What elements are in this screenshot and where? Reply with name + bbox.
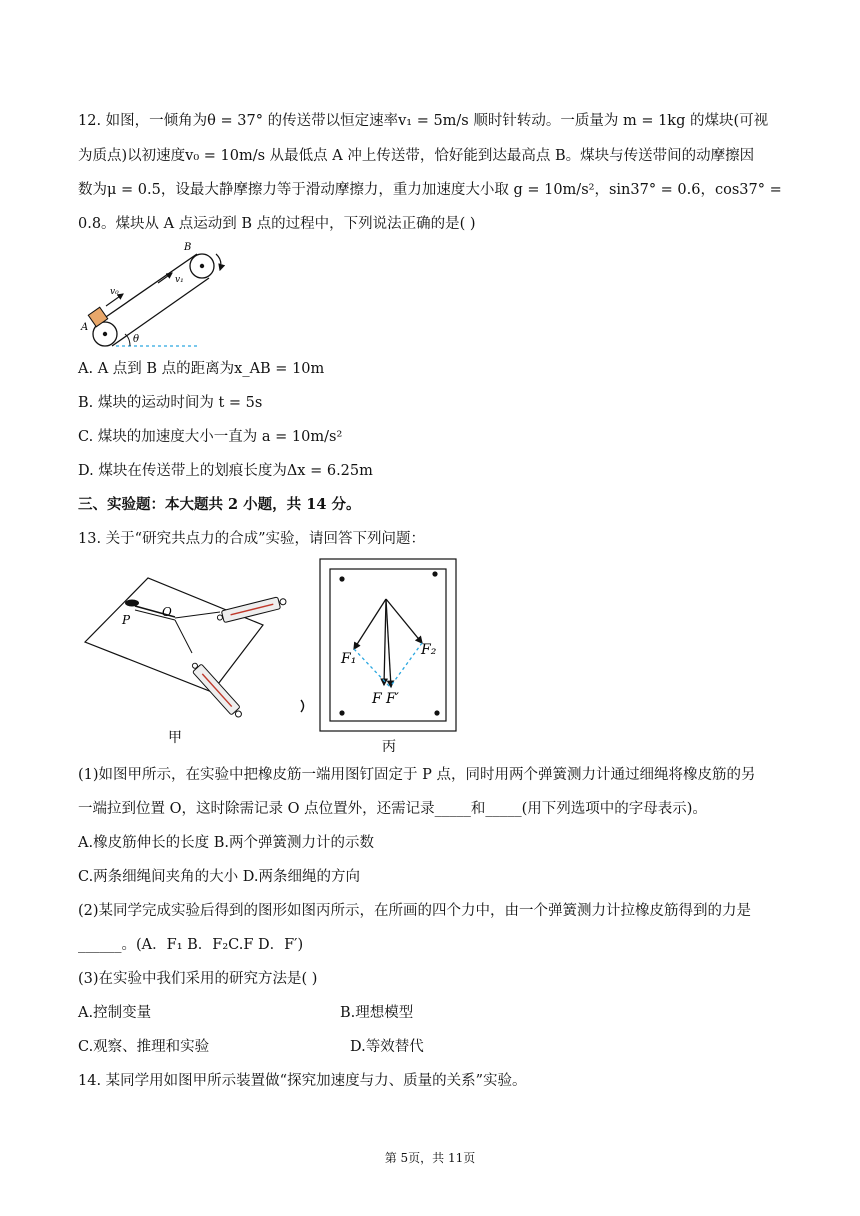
page-footer: 第 5页，共 11页 (384, 1151, 476, 1165)
q13-part1-line-2: 一端拉到位置 O，这时除需记录 O 点位置外，还需记录_____和_____(用下列选项中的字母表示)。 (78, 801, 707, 817)
q13-part3-option-b: B.理想模型 (340, 1005, 414, 1021)
label-bing: 丙 (382, 739, 396, 752)
q13-stem: 13. 关于“研究共点力的合成”实验，请回答下列问题： (78, 531, 425, 547)
figure-jia (80, 570, 295, 745)
q13-part2-line-1: (2)某同学完成实验后得到的图形如图丙所示，在所画的四个力中，由一个弹簧测力计拉橡皮筋得到的力是 (78, 903, 752, 919)
q12-option-a: A. A 点到 B 点的距离为x_AB = 10m (78, 361, 325, 377)
label-B: B (184, 242, 192, 253)
label-F1: F₁ (341, 651, 357, 667)
section-3-heading: 三、实验题：本大题共 2 小题，共 14 分。 (78, 496, 361, 513)
separator-mark (298, 698, 308, 714)
label-jia: 甲 (168, 730, 182, 745)
q13-part3: (3)在实验中我们采用的研究方法是( ) (78, 971, 318, 987)
conveyor-belt-figure (78, 238, 248, 353)
label-F: F (372, 691, 382, 707)
label-v1: v₁ (175, 275, 184, 285)
label-F-prime: F′ (386, 691, 399, 707)
label-O: O (162, 605, 172, 619)
q12-stem-line-1: 12. 如图，一倾角为θ = 37° 的传送带以恒定速率v₁ = 5m/s 顺时针转动。一质量为 m = 1kg 的煤块(可视 (78, 113, 769, 129)
q12-option-b: B. 煤块的运动时间为 t = 5s (78, 395, 263, 411)
label-A: A (81, 322, 89, 333)
q13-part3-option-a: A.控制变量 (78, 1005, 152, 1021)
q14-stem: 14. 某同学用如图甲所示装置做“探究加速度与力、质量的关系”实验。 (78, 1073, 527, 1089)
label-v0: v₀ (110, 287, 119, 297)
label-F2: F₂ (421, 642, 437, 658)
q13-part3-option-c: C.观察、推理和实验 (78, 1039, 210, 1055)
q13-part3-option-d: D.等效替代 (350, 1039, 424, 1055)
q12-stem-line-4: 0.8。煤块从 A 点运动到 B 点的过程中，下列说法正确的是( ) (78, 216, 476, 232)
label-theta: θ (133, 334, 140, 345)
q13-part1-line-1: (1)如图甲所示，在实验中把橡皮筋一端用图钉固定于 P 点，同时用两个弹簧测力计通过细绳将橡皮筋的另 (78, 767, 756, 783)
label-P: P (122, 613, 131, 627)
q13-part1-options-row-2: C.两条细绳间夹角的大小 D.两条细绳的方向 (78, 869, 361, 885)
q12-stem-line-3: 数为μ = 0.5，设最大静摩擦力等于滑动摩擦力，重力加速度大小取 g = 10m/s²，sin37° = 0.6，cos37° = (78, 182, 782, 198)
q12-stem-line-2: 为质点)以初速度v₀ = 10m/s 从最低点 A 冲上传送带，恰好能到达最高点 B。煤块与传送带间的动摩擦因 (78, 148, 755, 164)
q13-part1-options-row-1: A.橡皮筋伸长的长度 B.两个弹簧测力计的示数 (78, 835, 374, 851)
q12-option-c: C. 煤块的加速度大小一直为 a = 10m/s² (78, 429, 343, 445)
q12-option-d: D. 煤块在传送带上的划痕长度为Δx = 6.25m (78, 463, 373, 479)
q13-part2-line-2: ______。(A．F₁ B．F₂C.F D．F′) (78, 937, 304, 953)
figure-bing (318, 557, 458, 752)
